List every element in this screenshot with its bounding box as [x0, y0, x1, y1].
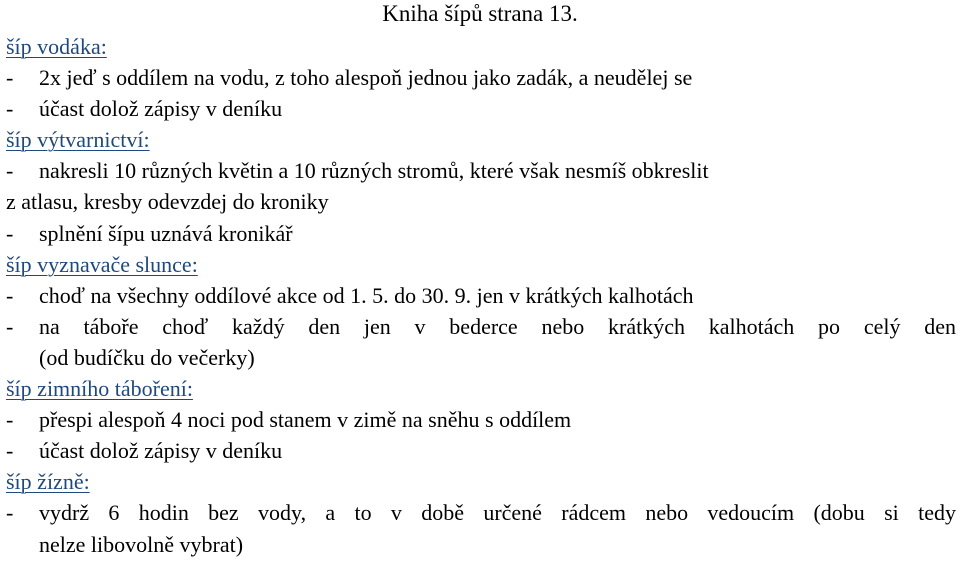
- page-title: Kniha šípů strana 13.: [382, 1, 578, 26]
- list-item: [6, 497, 958, 528]
- list-item-text: choď na všechny oddílové akce od 1. 5. do 30. 9. jen v krátkých kalhotách: [39, 282, 694, 308]
- list-item-continuation-text: (od budíčku do večerky): [39, 344, 255, 370]
- list-dash: -: [6, 158, 14, 184]
- list-item-continuation: [6, 342, 958, 373]
- list-dash: -: [6, 438, 14, 464]
- section-heading: šíp výtvarnictví:: [6, 127, 150, 153]
- list-item-continuation-text: z atlasu, kresby odevzdej do kroniky: [6, 189, 329, 215]
- section-heading: šíp vyznavače slunce:: [6, 251, 198, 277]
- list-dash: -: [6, 407, 14, 433]
- list-item-text: splnění šípu uznává kronikář: [39, 220, 293, 246]
- list-dash: -: [6, 65, 14, 91]
- list-item-text: na táboře choď každý den jen v bederce nebo krátkých kalhotách po celý den: [39, 313, 956, 339]
- list-dash: -: [6, 500, 14, 526]
- list-item-continuation: [6, 186, 958, 217]
- list-item-text: 2x jeď s oddílem na vodu, z toho alespoň jednou jako zadák, a neudělej se: [39, 65, 693, 91]
- list-dash: -: [6, 96, 14, 122]
- section-heading: šíp vodáka:: [6, 34, 107, 59]
- list-item: [6, 435, 958, 466]
- list-item-text: účast dolož zápisy v deníku: [39, 438, 283, 464]
- list-item: [6, 218, 958, 249]
- list-dash: -: [6, 282, 14, 308]
- list-item-continuation-text: nelze libovolně vybrat): [39, 531, 244, 557]
- list-item: [6, 280, 958, 311]
- section-heading: šíp žízně:: [6, 469, 90, 495]
- list-item-text: účast dolož zápisy v deníku: [39, 96, 283, 122]
- list-item: [6, 311, 958, 342]
- document-body: [6, 31, 958, 560]
- list-item: [6, 93, 958, 124]
- list-item: [6, 62, 958, 93]
- list-item-text: přespi alespoň 4 noci pod stanem v zimě na sněhu s oddílem: [39, 407, 572, 433]
- section-heading: šíp zimního táboření:: [6, 376, 193, 402]
- list-item: [6, 404, 958, 435]
- list-item: [6, 155, 958, 186]
- list-dash: -: [6, 313, 14, 339]
- list-item-text: vydrž 6 hodin bez vody, a to v době určené rádcem nebo vedoucím (dobu si tedy: [39, 500, 956, 526]
- list-item-text: nakresli 10 různých květin a 10 různých stromů, které však nesmíš obkreslit: [39, 158, 709, 184]
- list-dash: -: [6, 220, 14, 246]
- list-item-continuation: [6, 529, 958, 560]
